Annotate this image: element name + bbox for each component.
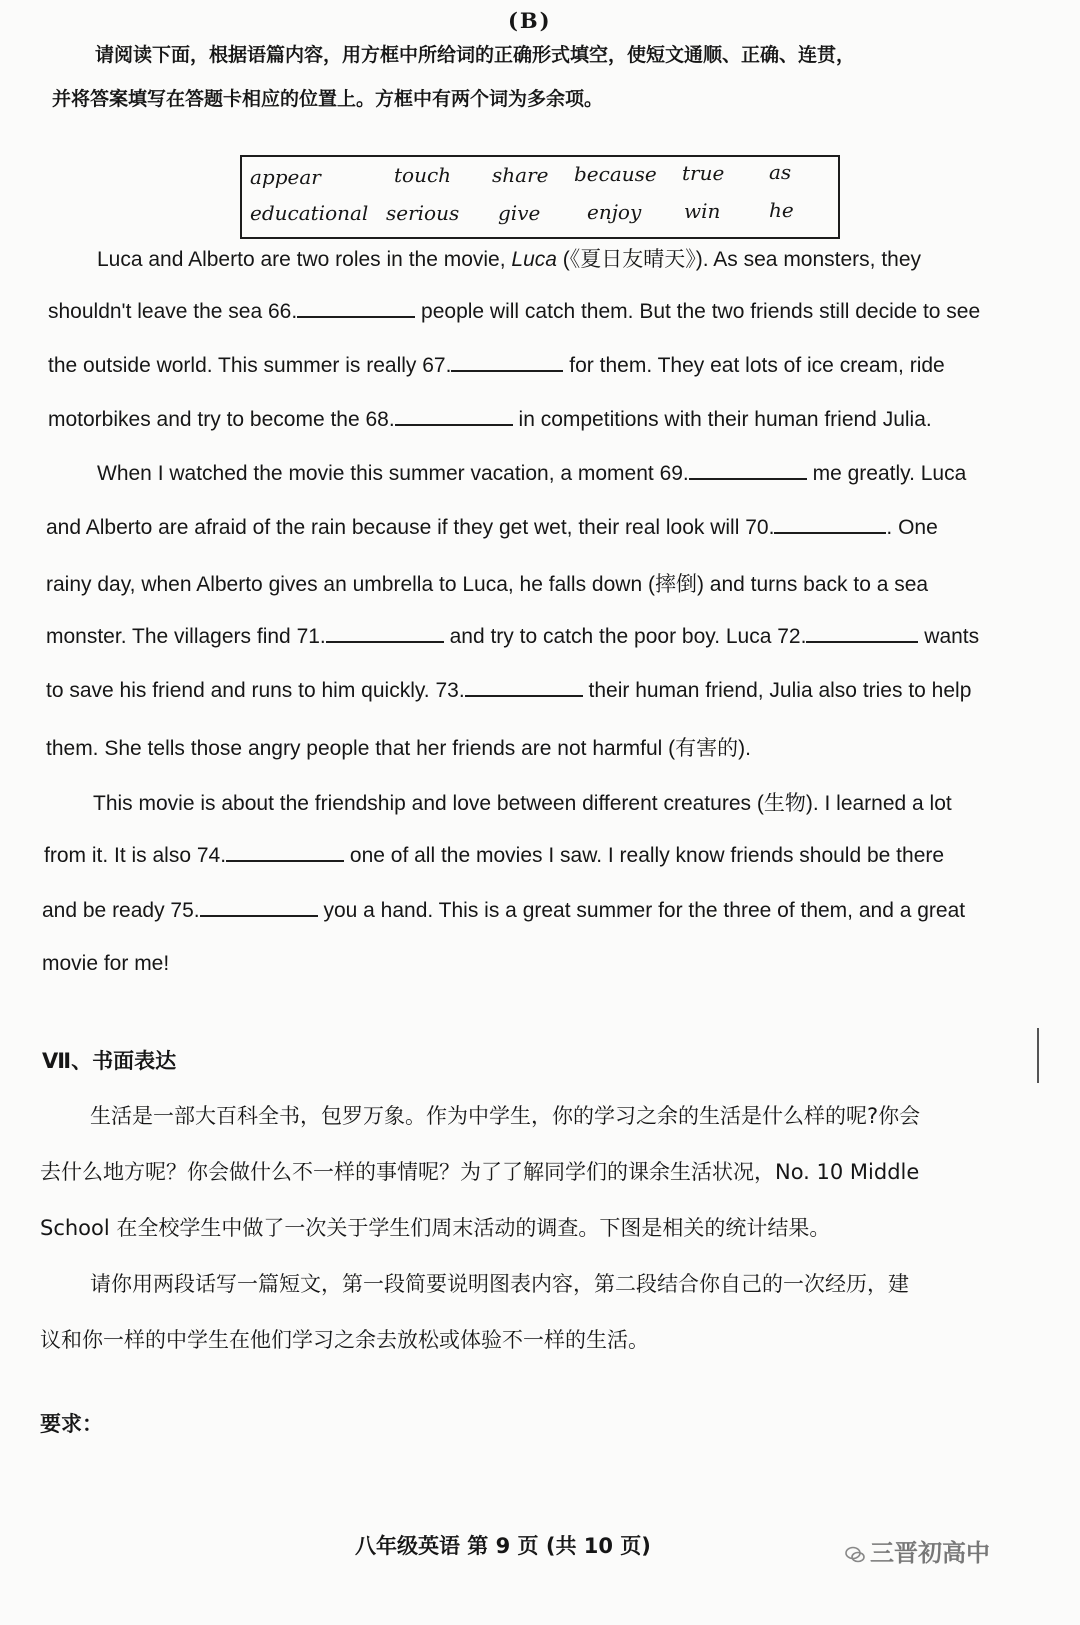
section-heading-writing: Ⅶ、书面表达: [42, 1049, 177, 1073]
word-true: true: [682, 161, 725, 185]
instruction-line-2: 并将答案填写在答题卡相应的位置上。方框中有两个词为多余项。: [52, 88, 604, 110]
writing-line: 议和你一样的中学生在他们学习之余去放松或体验不一样的生活。: [40, 1328, 649, 1352]
watermark-text: 三晋初高中: [870, 1539, 990, 1567]
passage-line: This movie is about the friendship and love between different creatures (生物). I learned a lot: [93, 792, 952, 815]
word-educational: educational: [250, 201, 369, 225]
passage-line: movie for me!: [42, 952, 170, 975]
answer-blank-72[interactable]: [806, 623, 918, 643]
passage-line: the outside world. This summer is really 67. for them. They eat lots of ice cream, ride: [48, 354, 945, 377]
word-share: share: [492, 163, 549, 187]
answer-blank-68[interactable]: [395, 406, 513, 426]
writing-line: 生活是一部大百科全书，包罗万象。作为中学生，你的学习之余的生活是什么样的呢?你会: [90, 1104, 921, 1128]
answer-blank-67[interactable]: [451, 352, 563, 372]
word-box: [240, 155, 840, 239]
section-label: (B): [508, 8, 552, 33]
passage-line: Luca and Alberto are two roles in the movie, Luca (《夏日友晴天》). As sea monsters, they: [97, 248, 922, 271]
word-win: win: [684, 199, 721, 223]
passage-line: When I watched the movie this summer vacation, a moment 69. me greatly. Luca: [97, 462, 967, 485]
writing-line: School 在全校学生中做了一次关于学生们周末活动的调查。下图是相关的统计结果。: [40, 1216, 831, 1240]
answer-blank-69[interactable]: [689, 460, 807, 480]
answer-blank-70[interactable]: [774, 514, 886, 534]
answer-blank-73[interactable]: [465, 677, 583, 697]
word-as: as: [769, 160, 792, 184]
word-because: because: [574, 162, 657, 186]
writing-line: 请你用两段话写一篇短文，第一段简要说明图表内容，第二段结合你自己的一次经历，建: [90, 1272, 909, 1296]
wechat-icon: [845, 1545, 865, 1565]
passage-line: them. She tells those angry people that her friends are not harmful (有害的).: [46, 737, 752, 760]
answer-blank-74[interactable]: [226, 842, 344, 862]
word-touch: touch: [394, 163, 452, 187]
answer-blank-71[interactable]: [326, 623, 444, 643]
passage-line: from it. It is also 74. one of all the movies I saw. I really know friends should be there: [44, 844, 945, 867]
passage-line: rainy day, when Alberto gives an umbrella to Luca, he falls down (摔倒) and turns back to a sea: [46, 573, 929, 596]
passage-line: monster. The villagers find 71. and try to catch the poor boy. Luca 72. wants: [46, 625, 980, 648]
passage-line: and be ready 75. you a hand. This is a great summer for the three of them, and a great: [42, 899, 966, 922]
passage-line: and Alberto are afraid of the rain because if they get wet, their real look will 70. . One: [46, 516, 938, 539]
word-appear: appear: [250, 165, 321, 189]
requirements-label: 要求：: [40, 1412, 103, 1436]
passage-line: motorbikes and try to become the 68. in competitions with their human friend Julia.: [48, 408, 932, 431]
word-enjoy: enjoy: [587, 200, 642, 224]
passage-line: shouldn't leave the sea 66. people will catch them. But the two friends still decide to see: [48, 300, 981, 323]
word-serious: serious: [386, 201, 460, 225]
passage-line: to save his friend and runs to him quickly. 73. their human friend, Julia also tries to help: [46, 679, 972, 702]
answer-blank-75[interactable]: [200, 897, 318, 917]
instruction-line-1: 请阅读下面，根据语篇内容，用方框中所给词的正确形式填空，使短文通顺、正确、连贯，: [95, 44, 856, 66]
word-give: give: [498, 201, 541, 225]
margin-mark: [1037, 1028, 1039, 1083]
page-footer: 八年级英语 第 9 页 (共 10 页): [355, 1534, 651, 1558]
answer-blank-66[interactable]: [297, 298, 415, 318]
word-he: he: [769, 198, 794, 222]
writing-line: 去什么地方呢？你会做什么不一样的事情呢？为了了解同学们的课余生活状况，No. 10 Middle: [40, 1160, 920, 1184]
